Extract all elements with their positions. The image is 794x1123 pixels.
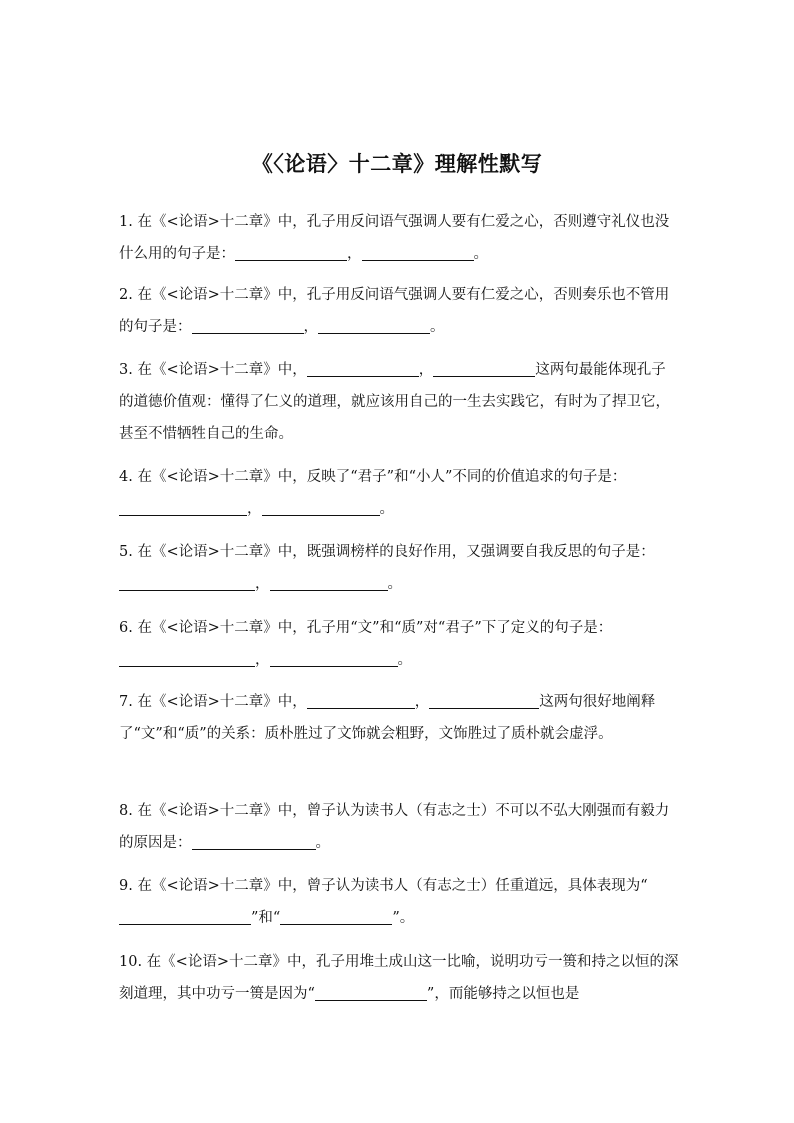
question-text: 。 (379, 501, 394, 517)
question-6 (119, 612, 679, 676)
question-number: 3. (119, 362, 133, 378)
question-text: ， (414, 694, 430, 710)
question-number: 6. (119, 620, 133, 636)
question-7 (119, 686, 679, 750)
question-number: 8. (119, 803, 133, 819)
answer-blank[interactable] (433, 358, 535, 377)
question-9 (119, 870, 679, 934)
question-1 (119, 206, 679, 270)
answer-blank[interactable] (318, 315, 430, 334)
question-number: 7. (119, 694, 133, 710)
answer-blank[interactable] (119, 497, 247, 516)
question-text: 在《<论语>十二章》中， (137, 362, 307, 378)
question-text: 在《<论语>十二章》中，孔子用反问语气强调人要有仁爱之心，否则奏乐也不管用的句子是： (119, 287, 670, 335)
question-text: 。 (315, 835, 330, 851)
answer-blank[interactable] (307, 358, 419, 377)
answer-blank[interactable] (235, 242, 347, 261)
answer-blank[interactable] (315, 982, 427, 1001)
question-10 (119, 946, 679, 1010)
question-text: ， (255, 576, 270, 592)
question-text: 在《<论语>十二章》中，孔子用“文”和“质”对“君子”下了定义的句子是： (137, 620, 613, 636)
question-number: 1. (119, 214, 133, 230)
question-text: ”和“ (251, 910, 281, 926)
question-2 (119, 279, 679, 343)
question-text: ， (418, 362, 434, 378)
question-number: 2. (119, 287, 133, 303)
question-text: ， (347, 246, 362, 262)
question-text: 在《<论语>十二章》中，曾子认为读书人（有志之士）任重道远，具体表现为“ (137, 878, 648, 894)
question-number: 4. (119, 469, 133, 485)
question-text: 这两句很好地阐释了“文”和“质”的关系：质朴胜过了文饰就会粗野，文饰胜过了质朴就会虚浮。 (119, 694, 656, 742)
question-8 (119, 795, 679, 859)
question-text: 。 (397, 652, 412, 668)
answer-blank[interactable] (270, 572, 388, 591)
question-text: ”。 (392, 910, 415, 926)
question-text: 在《<论语>十二章》中，反映了“君子”和“小人”不同的价值追求的句子是： (137, 469, 627, 485)
answer-blank[interactable] (192, 831, 316, 850)
question-text: 。 (387, 576, 402, 592)
answer-blank[interactable] (119, 572, 255, 591)
question-text: ， (303, 319, 318, 335)
answer-blank[interactable] (262, 497, 380, 516)
answer-blank[interactable] (119, 906, 251, 925)
question-text: 在《<论语>十二章》中， (137, 694, 307, 710)
question-text: 在《<论语>十二章》中，既强调榜样的良好作用，又强调要自我反思的句子是： (137, 544, 655, 560)
question-text: ， (255, 652, 270, 668)
answer-blank[interactable] (270, 648, 398, 667)
question-text: 这两句最能体现孔子的道德价值观：懂得了仁义的道理，就应该用自己的一生去实践它，有时为了捍卫它，甚至不惜牺牲自己的生命。 (119, 362, 670, 442)
answer-blank[interactable] (119, 648, 255, 667)
question-number: 5. (119, 544, 133, 560)
question-number: 10. (119, 954, 143, 970)
question-text: 。 (473, 246, 488, 262)
answer-blank[interactable] (429, 690, 539, 709)
question-text: 在《<论语>十二章》中，孔子用反问语气强调人要有仁爱之心，否则遵守礼仪也没什么用的句子是： (119, 214, 670, 262)
question-5 (119, 536, 679, 600)
answer-blank[interactable] (362, 242, 474, 261)
question-text: 。 (430, 319, 445, 335)
question-4 (119, 461, 679, 525)
question-text: ， (247, 501, 262, 517)
question-number: 9. (119, 878, 133, 894)
answer-blank[interactable] (307, 690, 415, 709)
question-3 (119, 354, 679, 450)
question-text: 在《<论语>十二章》中，曾子认为读书人（有志之士）不可以不弘大刚强而有毅力的原因是： (119, 803, 670, 851)
question-text: 在《<论语>十二章》中，孔子用堆土成山这一比喻，说明功亏一篑和持之以恒的深刻道理，其中功亏一篑是因为“ (119, 954, 679, 1002)
answer-blank[interactable] (192, 315, 304, 334)
answer-blank[interactable] (280, 906, 392, 925)
page-title: 《〈论语〉十二章》理解性默写 (251, 152, 543, 176)
question-text: ”，而能够持之以恒也是 (426, 986, 580, 1002)
